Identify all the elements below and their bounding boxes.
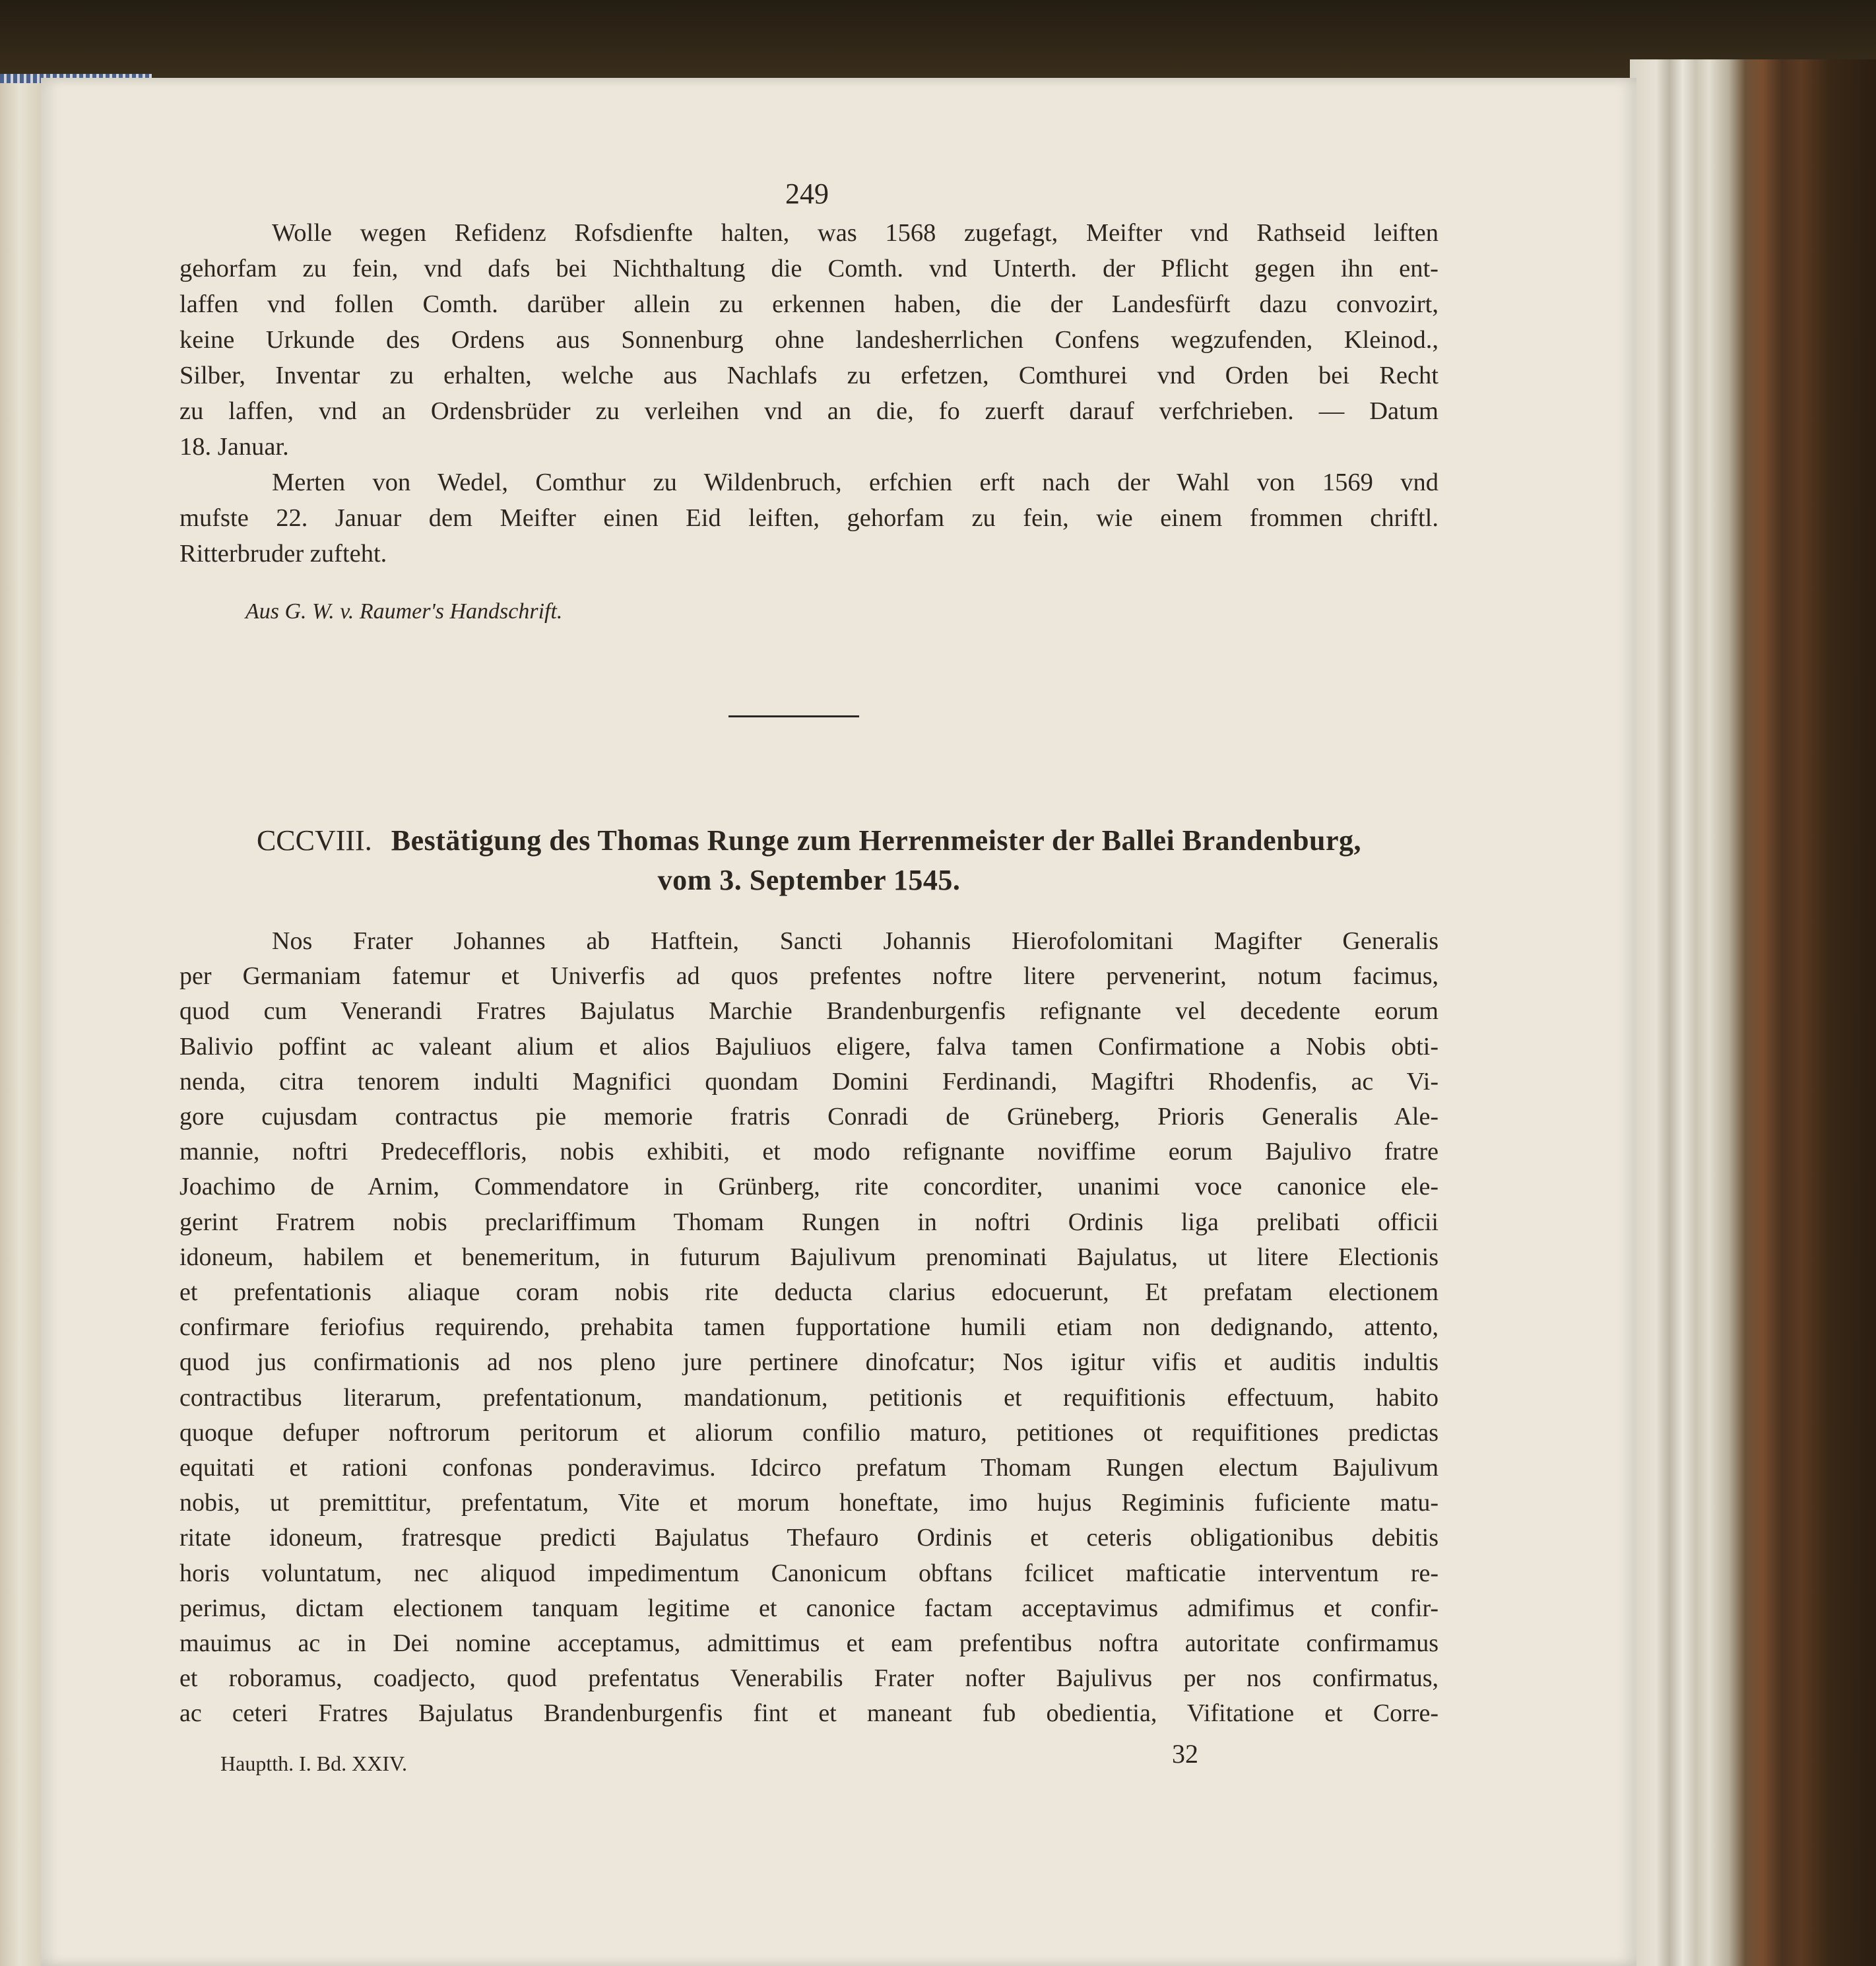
text-line: 18. Januar. bbox=[179, 433, 289, 461]
text-line: Nos Frater Johannes ab Hatftein, Sancti Johannis Hierofolomitani Magifter Generalis bbox=[272, 927, 1439, 955]
document-heading bbox=[179, 821, 1439, 900]
text-line: quoque defuper noftrorum peritorum et aliorum confilio maturo, petitiones ot requifitiones predictas bbox=[179, 1418, 1439, 1447]
text-line: laffen vnd follen Comth. darüber allein zu erkennen haben, die der Landesfürft dazu convozirt, bbox=[179, 290, 1439, 318]
latin-paragraph bbox=[179, 924, 1439, 1732]
text-line: Silber, Inventar zu erhalten, welche aus Nachlafs zu erfetzen, Comthurei vnd Orden bei Recht bbox=[179, 362, 1439, 389]
text-line: mauimus ac in Dei nomine acceptamus, admittimus et eam prefentibus noftra autoritate confirmamus bbox=[179, 1629, 1439, 1658]
text-line: Merten von Wedel, Comthur zu Wildenbruch, erfchien erft nach der Wahl von 1569 vnd bbox=[272, 469, 1439, 496]
text-line: zu laffen, vnd an Ordensbrüder zu verleihen vnd an die, fo zuerft darauf verfchrieben. — Datum bbox=[179, 397, 1439, 425]
page-number: 249 bbox=[785, 178, 829, 210]
text-line: equitati et rationi confonas ponderavimus. Idcirco prefatum Thomam Rungen electum Bajulivum bbox=[179, 1454, 1439, 1482]
book-cover-top bbox=[0, 0, 1876, 78]
text-line: contractibus literarum, prefentationum, mandationum, petitionis et requifitionis effectuum, habito bbox=[179, 1383, 1439, 1412]
source-note: Aus G. W. v. Raumer's Handschrift. bbox=[245, 599, 563, 624]
top-text-block bbox=[179, 215, 1439, 572]
paragraph-wedel bbox=[179, 465, 1439, 572]
footer-sheet-number: 32 bbox=[1172, 1739, 1198, 1769]
text-line: Ritterbruder zufteht. bbox=[179, 540, 387, 568]
text-line: et roboramus, coadjecto, quod prefentatus Venerabilis Frater nofter Bajulivus per nos confirmatus, bbox=[179, 1664, 1439, 1693]
footer-signature: Hauptth. I. Bd. XXIV. bbox=[220, 1752, 407, 1775]
text-line: Joachimo de Arnim, Commendatore in Grünberg, rite concorditer, unanimi voce canonice ele- bbox=[179, 1173, 1439, 1201]
heading-line-1 bbox=[179, 821, 1439, 861]
paragraph-residenz bbox=[179, 215, 1439, 465]
latin-charter-text bbox=[179, 924, 1439, 1732]
text-line: mufste 22. Januar dem Meifter einen Eid leiften, gehorfam zu fein, wie einem frommen chriftl. bbox=[179, 504, 1439, 532]
book-edge-right bbox=[1630, 59, 1876, 1966]
text-line: ac ceteri Fratres Bajulatus Brandenburgenfis fint et maneant fub obedientia, Vifitatione et Corre- bbox=[179, 1699, 1439, 1728]
text-line: confirmare feriofius requirendo, prehabita tamen fupportatione humili etiam non dedignando, attento, bbox=[179, 1313, 1439, 1342]
text-line: ritate idoneum, fratresque predicti Bajulatus Thefauro Ordinis et ceteris obligationibus debitis bbox=[179, 1524, 1439, 1552]
text-line: gore cujusdam contractus pie memorie fratris Conradi de Grüneberg, Prioris Generalis Ale- bbox=[179, 1103, 1439, 1131]
text-line: mannie, noftri Predeceffloris, nobis exhibiti, et modo refignante noviffime eorum Bajulivo fratre bbox=[179, 1138, 1439, 1166]
book-page bbox=[41, 78, 1636, 1966]
section-divider bbox=[728, 715, 859, 717]
facing-page-edge bbox=[0, 78, 41, 1966]
heading-title: Bestätigung des Thomas Runge zum Herrenmeister der Ballei Brandenburg, bbox=[391, 824, 1362, 857]
text-line: nobis, ut premittitur, prefentatum, Vite et morum honeftate, imo hujus Regiminis fuficiente matu- bbox=[179, 1489, 1439, 1517]
text-line: quod jus confirmationis ad nos pleno jure pertinere dinofcatur; Nos igitur vifis et auditis indultis bbox=[179, 1348, 1439, 1377]
text-line: et prefentationis aliaque coram nobis rite deducta clarius edocuerunt, Et prefatam electionem bbox=[179, 1278, 1439, 1307]
text-line: gehorfam zu fein, vnd dafs bei Nichthaltung die Comth. vnd Unterth. der Pflicht gegen ihn ent- bbox=[179, 255, 1439, 282]
text-line: quod cum Venerandi Fratres Bajulatus Marchie Brandenburgenfis refignante vel decedente eorum bbox=[179, 997, 1439, 1026]
text-line: nenda, citra tenorem indulti Magnifici quondam Domini Ferdinandi, Magiftri Rhodenfis, ac Vi- bbox=[179, 1067, 1439, 1096]
document-number: CCCVIII. bbox=[256, 824, 372, 857]
text-line: perimus, dictam electionem tanquam legitime et canonice factam acceptavimus admifimus et confir- bbox=[179, 1594, 1439, 1622]
heading-date: vom 3. September 1545. bbox=[657, 864, 961, 896]
text-line: horis voluntatum, nec aliquod impedimentum Canonicum obftans fcilicet mafticatie interventum re- bbox=[179, 1559, 1439, 1587]
text-line: keine Urkunde des Ordens aus Sonnenburg ohne landesherrlichen Confens wegzufenden, Kleinod., bbox=[179, 326, 1439, 354]
text-line: idoneum, habilem et benemeritum, in futurum Bajulivum prenominati Bajulatus, ut litere Electionis bbox=[179, 1243, 1439, 1271]
text-line: Wolle wegen Refidenz Rofsdienfte halten, was 1568 zugefagt, Meifter vnd Rathseid leiften bbox=[272, 219, 1439, 247]
text-line: Balivio poffint ac valeant alium et alios Bajuliuos eligere, falva tamen Confirmatione a Nobis obti- bbox=[179, 1032, 1439, 1061]
text-line: per Germaniam fatemur et Univerfis ad quos prefentes noftre litere pervenerint, notum facimus, bbox=[179, 962, 1439, 991]
text-line: gerint Fratrem nobis preclariffimum Thomam Rungen in noftri Ordinis liga prelibati officii bbox=[179, 1208, 1439, 1236]
